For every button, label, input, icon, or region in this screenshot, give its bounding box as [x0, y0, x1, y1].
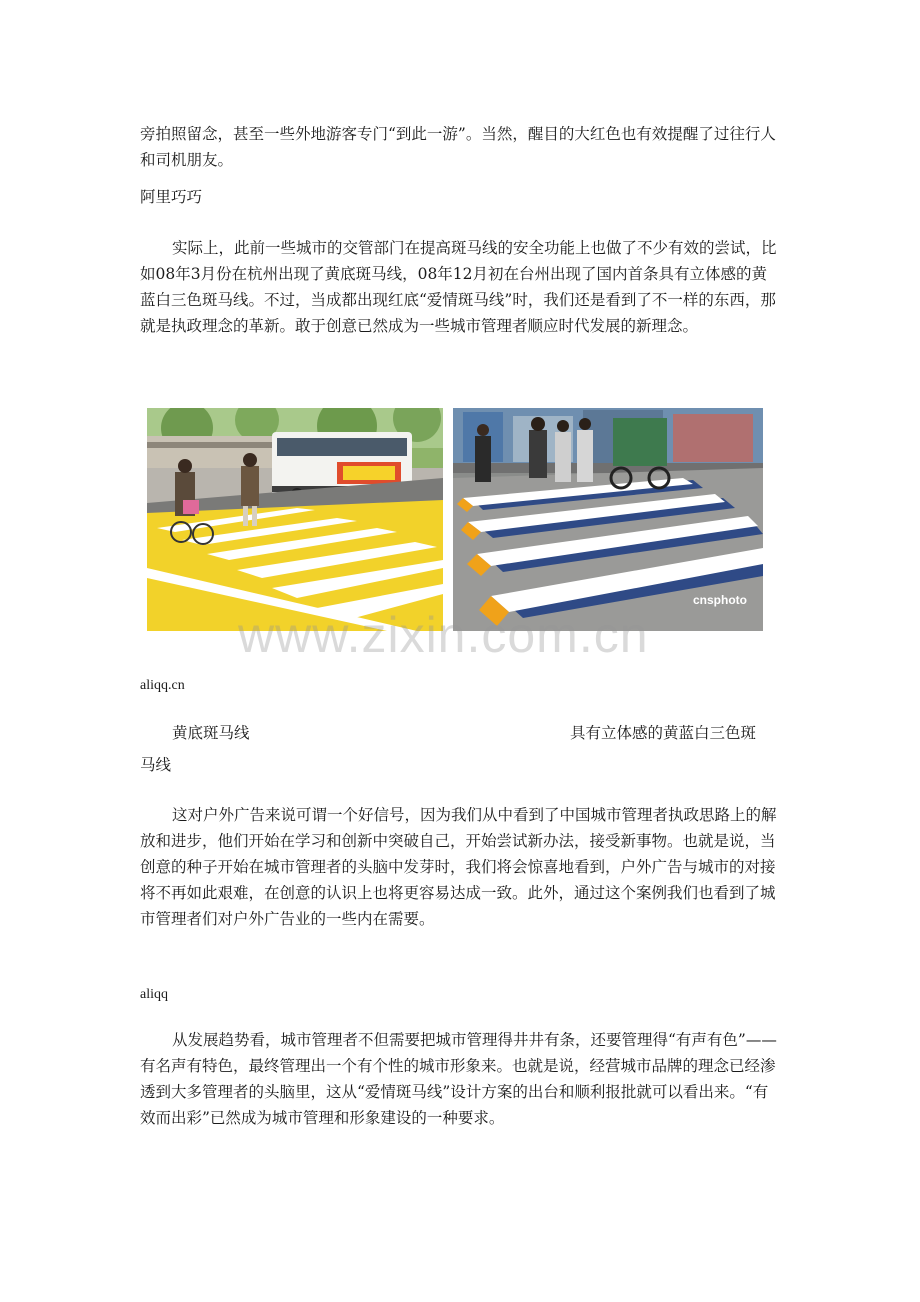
watermark: www.zixin.com.cn	[238, 607, 649, 663]
paragraph-2: 实际上，此前一些城市的交管部门在提高斑马线的安全功能上也做了不少有效的尝试，比如08年3月份在杭州出现了黄底斑马线，08年12月初在台州出现了国内首条具有立体感的黄蓝白三色斑马线。不过，当成都出现红底“爱情斑马线”时，我们还是看到了不一样的东西，那就是执政理念的革新。敢于创意已然成为一些城市管理者顺应时代发展的新理念。	[140, 239, 777, 335]
source-note-2: aliqq	[140, 987, 168, 1002]
caption-right-continued: 马线	[140, 756, 172, 774]
caption-right: 具有立体感的黄蓝白三色斑	[570, 724, 757, 742]
photo-credit: cnsphoto	[693, 593, 747, 607]
paragraph-3: 这对户外广告来说可谓一个好信号，因为我们从中看到了中国城市管理者执政思路上的解放和进步，他们开始在学习和创新中突破自己，开始尝试新办法，接受新事物。也就是说，当创意的种子开始在城市管理者的头脑中发芽时，我们将会惊喜地看到，户外广告与城市的对接将不再如此艰难，在创意的认识上也将更容易达成一致。此外，通过这个案例我们也看到了城市管理者们对户外广告业的一些内在需要。	[140, 806, 777, 928]
source-note-1: aliqq.cn	[140, 678, 185, 693]
paragraph-4: 从发展趋势看，城市管理者不但需要把城市管理得井井有条，还要管理得“有声有色”——有名声有特色，最终管理出一个有个性的城市形象来。也就是说，经营城市品牌的理念已经渗透到大多管理者的头脑里，这从“爱情斑马线”设计方案的出台和顺利报批就可以看出来。“有效而出彩”已然成为城市管理和形象建设的一种要求。	[140, 1031, 777, 1127]
photo-3d-crossing	[453, 408, 763, 631]
heading-aliqiaoqiao: 阿里巧巧	[140, 188, 203, 206]
paragraph-1: 旁拍照留念，甚至一些外地游客专门“到此一游”。当然，醒目的大红色也有效提醒了过往行人和司机朋友。	[140, 125, 776, 169]
photo-yellow-crossing	[147, 408, 443, 631]
caption-left: 黄底斑马线	[172, 724, 250, 742]
